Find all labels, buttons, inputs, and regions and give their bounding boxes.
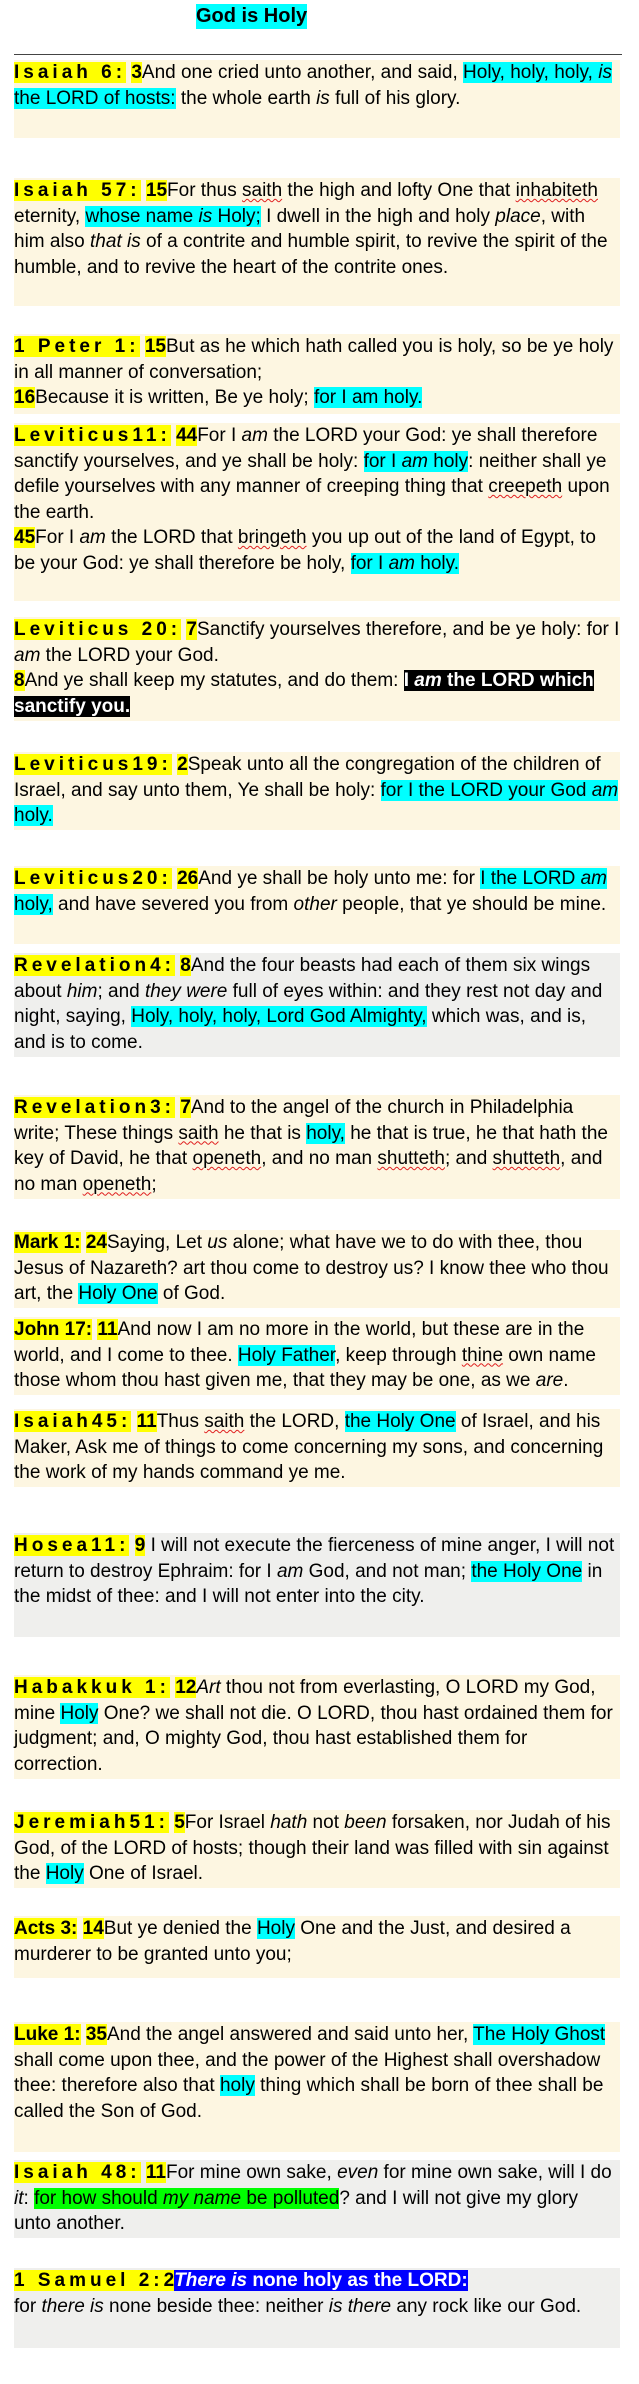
verse-number: 8 xyxy=(180,955,191,976)
holy-highlight: Holy xyxy=(45,1863,84,1884)
verse-reference: Leviticus20: xyxy=(14,868,172,889)
verse-number: 11 xyxy=(145,2162,166,2183)
verse-number: 14 xyxy=(82,1918,104,1939)
verse-reference: Isaiah45: xyxy=(14,1411,132,1432)
holy-highlight: I the LORD am holy, xyxy=(14,868,607,915)
verse-isaiah-45-11: Isaiah45: 11Thus saith the LORD, the Holy One of Israel, and his Maker, Ask me of things to come concerning my sons, and concerning the work of my hands command ye me. xyxy=(14,1409,620,1487)
verse-number: 2 xyxy=(163,2270,175,2291)
verse-mark-1-24: Mark 1: 24Saying, Let us alone; what have we to do with thee, thou Jesus of Nazareth? art thou come to destroy us? I know thee who thou art, the Holy One of God. xyxy=(14,1230,620,1308)
holy-highlight: the Holy One xyxy=(344,1411,456,1432)
verse-1-peter-1-15: 1 Peter 1: 15But as he which hath called you is holy, so be ye holy in all manner of conversation; 16Because it is written, Be ye holy; for I am holy. xyxy=(14,334,620,414)
verse-number: 35 xyxy=(85,2024,107,2045)
verse-number: 9 xyxy=(134,1535,146,1556)
verse-reference: Jeremiah51: xyxy=(14,1812,169,1833)
holy-highlight: Holy xyxy=(256,1918,295,1939)
holy-highlight: Holy, holy, holy, Lord God Almighty, xyxy=(131,1006,427,1027)
verse-isaiah-57-15: Isaiah 57: 15For thus saith the high and lofty One that inhabiteth eternity, whose name is Holy; I dwell in the high and holy place, with him also that is of a contrite and humble spirit, to revive the spirit of the humble, and to revive the heart of the contrite ones. xyxy=(14,178,620,306)
holy-highlight: for how should my name be polluted xyxy=(34,2187,340,2209)
verse-leviticus-20-26: Leviticus20: 26And ye shall be holy unto me: for I the LORD am holy, and have severed you from other people, that ye should be mine. xyxy=(14,866,620,944)
holy-highlight: I am the LORD which sanctify you. xyxy=(14,670,594,717)
verse-number: 7 xyxy=(180,1097,191,1118)
verse-jeremiah-51-5: Jeremiah51: 5For Israel hath not been forsaken, nor Judah of his God, of the LORD of hosts; though their land was filled with sin against the Holy One of Israel. xyxy=(14,1810,620,1888)
verse-1-samuel-2-2: 1 Samuel 2:2There is none holy as the LORD: for there is none beside thee: neither is there any rock like our God. xyxy=(14,2268,620,2348)
verse-number: 3 xyxy=(131,62,142,83)
verse-reference: Leviticus 20: xyxy=(14,619,182,640)
verse-isaiah-6-3: Isaiah 6: 3And one cried unto another, and said, Holy, holy, holy, is the LORD of hosts: the whole earth is full of his glory. xyxy=(14,60,620,138)
verse-leviticus-19-2: Leviticus19: 2Speak unto all the congregation of the children of Israel, and say unto them, Ye shall be holy: for I the LORD your God am holy. xyxy=(14,752,620,830)
verse-number: 8 xyxy=(14,670,25,691)
verse-leviticus-11-44: Leviticus11: 44For I am the LORD your God: ye shall therefore sanctify yourselves, and ye shall be holy: for I am holy: neither shall ye defile yourselves with any manner of creeping thing that creepeth upon the earth. 45For I am the LORD that bringeth you up out of the land of Egypt, to be your God: ye shall therefore be holy, for I am holy. xyxy=(14,423,620,601)
verse-number: 15 xyxy=(145,180,168,201)
verse-reference: Habakkuk 1: xyxy=(14,1677,170,1698)
verse-reference: Isaiah 57: xyxy=(14,180,141,201)
holy-highlight: for I the LORD your God am holy. xyxy=(14,779,619,826)
verse-reference: Revelation3: xyxy=(14,1097,175,1118)
verse-reference: Leviticus19: xyxy=(14,754,172,775)
verse-revelation-4-8: Revelation4: 8And the four beasts had each of them six wings about him; and they were full of eyes within: and they rest not day and night, saying, Holy, holy, holy, Lord God Almighty, which was, and is, and is to come. xyxy=(14,953,620,1057)
verse-number: 15 xyxy=(144,336,166,357)
verse-number: 11 xyxy=(97,1319,118,1340)
verse-number: 2 xyxy=(177,754,188,775)
verse-number: 7 xyxy=(186,619,197,640)
holy-highlight: Holy xyxy=(60,1702,99,1724)
holy-highlight: holy xyxy=(219,2075,255,2096)
holy-highlight: holy, xyxy=(306,1122,345,1144)
holy-highlight: for I am holy. xyxy=(350,552,460,574)
verse-acts-3-14: Acts 3: 14But ye denied the Holy One and the Just, and desired a murderer to be granted unto you; xyxy=(14,1916,620,1978)
holy-highlight: whose name is Holy; xyxy=(85,205,261,227)
holy-highlight: for I am holy xyxy=(363,450,469,472)
verse-reference: Mark 1: xyxy=(14,1232,81,1253)
verse-revelation-3-7: Revelation3: 7And to the angel of the church in Philadelphia write; These things saith he that is holy, he that is true, he that hath the key of David, he that openeth, and no man shutteth; and shutteth, and no man openeth; xyxy=(14,1095,620,1199)
verse-number: 26 xyxy=(177,868,199,889)
page-title: God is Holy xyxy=(196,5,308,27)
verse-isaiah-48-11: Isaiah 48: 11For mine own sake, even for mine own sake, will I do it: for how should my name be polluted? and I will not give my glory unto another. xyxy=(14,2160,620,2238)
holy-highlight: Holy Father xyxy=(237,1344,336,1366)
verse-reference: Revelation4: xyxy=(14,955,175,976)
verse-reference: 1 Peter 1: xyxy=(14,336,140,357)
verse-number: 11 xyxy=(136,1411,157,1432)
verse-text: And one cried unto another, and said, xyxy=(141,62,458,83)
verse-john-17-11: John 17: 11And now I am no more in the world, but these are in the world, and I come to thee. Holy Father, keep through thine own name those whom thou hast given me, that they may be one, as we are. xyxy=(14,1317,620,1395)
holy-highlight: for I am holy. xyxy=(313,387,423,408)
holy-highlight: The Holy Ghost xyxy=(473,2024,606,2045)
holy-highlight: There is none holy as the LORD: xyxy=(174,2270,468,2291)
verse-reference: Acts 3: xyxy=(14,1918,78,1939)
verse-leviticus-20-7: Leviticus 20: 7Sanctify yourselves therefore, and be ye holy: for I am the LORD your God. 8And ye shall keep my statutes, and do them: I am the LORD which sanctify you. xyxy=(14,617,620,721)
holy-highlight: Holy, holy, holy, is the LORD of hosts: xyxy=(14,62,612,109)
verse-reference: Isaiah 48: xyxy=(14,2162,141,2183)
verse-number: 5 xyxy=(174,1812,185,1833)
holy-highlight: the Holy One xyxy=(471,1560,583,1582)
verse-habakkuk-1-12: Habakkuk 1: 12Art thou not from everlasting, O LORD my God, mine Holy One? we shall not die. O LORD, thou hast ordained them for judgment; and, O mighty God, thou hast established them for correction. xyxy=(14,1675,620,1779)
verse-number: 16 xyxy=(14,387,36,408)
verse-luke-1-35: Luke 1: 35And the angel answered and said unto her, The Holy Ghost shall come upon thee, and the power of the Highest shall overshadow thee: therefore also that holy thing which shall be born of thee shall be called the Son of God. xyxy=(14,2022,620,2152)
verse-reference: Isaiah 6: xyxy=(14,62,127,83)
title-divider xyxy=(14,54,622,55)
verse-reference: Hosea11: xyxy=(14,1535,130,1556)
verse-number: 44 xyxy=(176,425,198,446)
verse-reference: Leviticus11: xyxy=(14,425,171,446)
verse-hosea-11-9: Hosea11: 9 I will not execute the fierceness of mine anger, I will not return to destroy Ephraim: for I am God, and not man; the Holy One in the midst of thee: and I will not enter into the city. xyxy=(14,1533,620,1637)
verse-reference: John 17: xyxy=(14,1319,93,1340)
verse-number: 45 xyxy=(14,527,36,548)
verse-number: 24 xyxy=(85,1232,107,1253)
verse-reference: 1 Samuel 2: xyxy=(14,2270,164,2291)
verse-number: 12 xyxy=(175,1677,197,1698)
verse-reference: Luke 1: xyxy=(14,2024,81,2045)
holy-highlight: Holy One xyxy=(78,1283,158,1304)
